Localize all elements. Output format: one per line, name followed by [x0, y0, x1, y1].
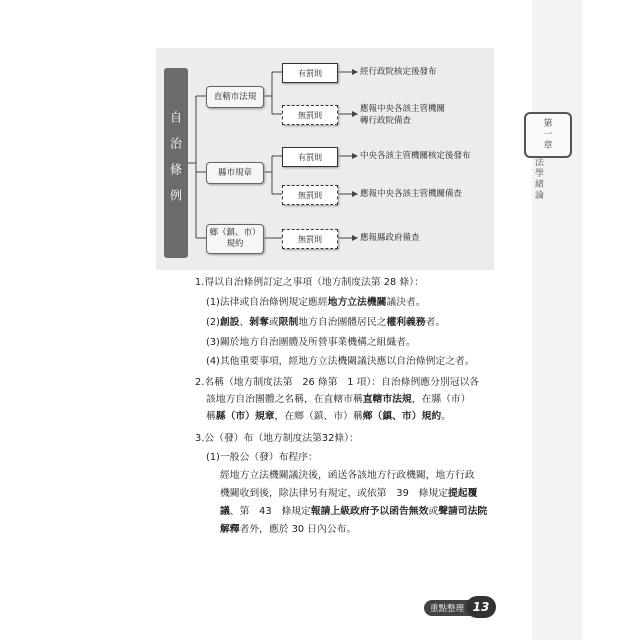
chapter-tab — [524, 112, 572, 158]
result-text: 應報中央各該主管機關 轉行政院備查 — [360, 104, 446, 126]
penalty-tag — [282, 147, 338, 167]
level-label: 直轄市法規 — [213, 91, 257, 102]
result-text: 應報中央各該主管機關備查 — [360, 189, 463, 199]
item1-title: 1.得以自治條例訂定之事項（地方制度法第 28 條）： — [195, 277, 424, 288]
item1-sub2: (2)創設、剝奪或限制地方自治團體居民之權利義務者。 — [206, 317, 446, 328]
tag-label: 有罰則 — [298, 152, 322, 162]
level-county-box — [206, 162, 264, 184]
item3-line1: 經地方立法機關議決後，函送各該地方行政機關，地方行政 — [220, 470, 475, 481]
no-penalty-tag — [282, 185, 338, 205]
level-label: 鄉（鎮、市） 規約 — [209, 228, 261, 249]
chapter-side-strip — [532, 0, 582, 640]
chapter-char: 第 — [543, 118, 553, 129]
no-penalty-tag — [282, 229, 338, 249]
level-township-box — [206, 224, 264, 254]
tag-label: 有罰則 — [298, 68, 322, 78]
item3-title: 3.公（發）布（地方制度法第32條）： — [195, 433, 359, 444]
item3-sub1: (1)一般公（發）布程序： — [206, 452, 318, 463]
root-label: 自治條例 — [168, 111, 183, 215]
result-text: 經行政院核定後發布 — [360, 67, 437, 77]
item1-sub3: (3)關於地方自治團體及所營事業機構之組織者。 — [206, 337, 416, 348]
section-badge-label: 重點整理 — [430, 604, 465, 614]
level-label: 縣市規章 — [217, 167, 252, 178]
item3-line2: 機關收到後，除法律另有規定，或依第 39 條規定提起覆 — [220, 488, 478, 499]
tag-label: 無罰則 — [298, 110, 322, 120]
chapter-char: 一 — [543, 129, 553, 140]
item2-line3: 稱縣（市）規章，在鄉（鎮、市）稱鄉（鎮、市）規約。 — [206, 411, 451, 422]
page-number: 13 — [466, 596, 496, 618]
chapter-char: 章 — [543, 140, 553, 151]
item1-sub1: (1)法律或自治條例規定應經地方立法機關議決者。 — [206, 297, 426, 308]
item1-sub4: (4)其他重要事項，經地方立法機關議決應以自治條例定之者。 — [206, 356, 475, 367]
level-municipal-box — [206, 86, 264, 108]
result-text: 應報縣政府備查 — [360, 233, 420, 243]
item2-line2: 該地方自治團體之名稱，在直轄市稱直轄市法規，在縣（市） — [206, 394, 471, 405]
root-ordinance-box — [164, 68, 188, 258]
self-governance-ordinance-diagram — [156, 48, 494, 270]
item3-line4: 解釋者外，應於 30 日內公布。 — [220, 524, 357, 535]
item2-line1: 2.名稱（地方制度法第 26 條第 1 項）：自治條例應分別冠以各 — [195, 377, 480, 388]
tag-label: 無罰則 — [298, 234, 322, 244]
chapter-subtitle: 法學緒論 — [535, 158, 545, 201]
item3-line3: 議、第 43 條規定報請上級政府予以函告無效或聲請司法院 — [220, 506, 488, 517]
penalty-tag — [282, 63, 338, 83]
tag-label: 無罰則 — [298, 190, 322, 200]
result-text: 中央各該主管機關核定後發布 — [360, 151, 471, 161]
no-penalty-tag — [282, 105, 338, 125]
